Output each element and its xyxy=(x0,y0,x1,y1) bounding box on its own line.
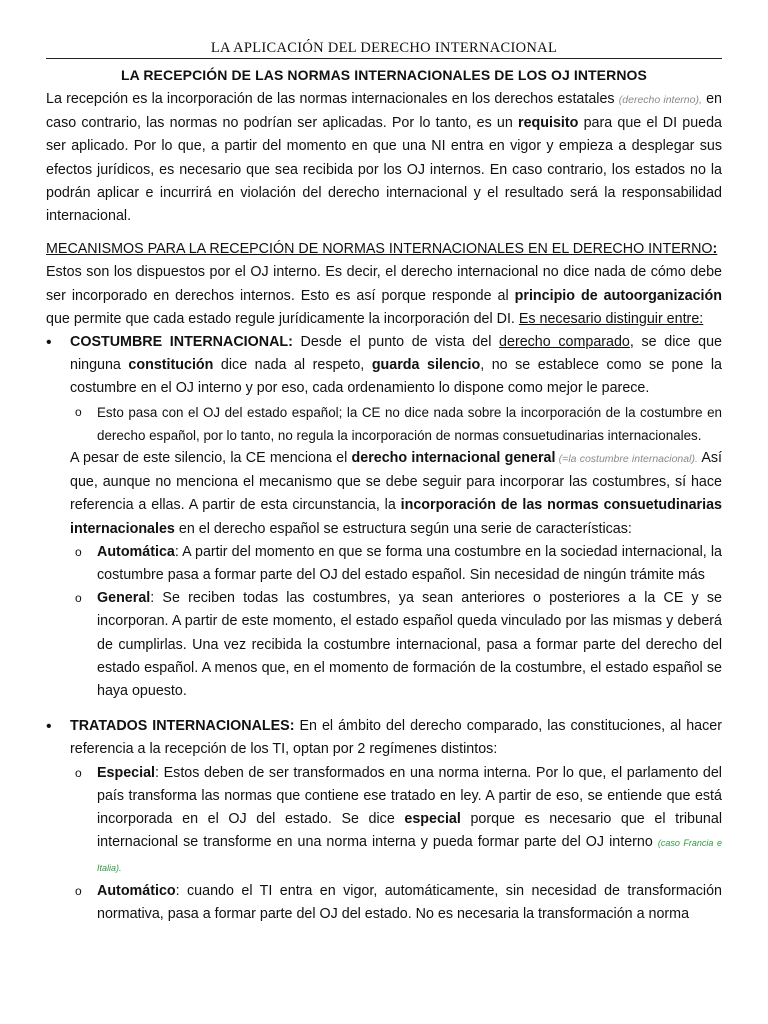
especial-text xyxy=(97,762,722,880)
bullet-circle: o xyxy=(75,765,82,780)
costumbre-underline: derecho comparado xyxy=(499,334,630,351)
intro-text-2: en caso contrario, las normas no podrían ser aplicadas. Por lo tanto, es un xyxy=(46,91,722,132)
automatica-label: Automática xyxy=(97,543,175,560)
costumbre-label: COSTUMBRE INTERNACIONAL: xyxy=(70,334,293,351)
mechanisms-bold-principio: principio de autoorganización xyxy=(514,287,722,304)
mechanisms-text-1: Estos son los dispuestos por el OJ interno. Es decir, el derecho internacional no dice nada de cómo debe ser incorporado en derechos internos. Esto es así porque responde al xyxy=(46,264,722,304)
costumbre-text-3: dice nada al respeto, xyxy=(213,357,372,374)
costumbre-p2-text-2: Así que, aunque no menciona el mecanismo que se debe seguir para incorporar las costumbres, sí hace referencia a ellas. A partir de esta circunstancia, la xyxy=(70,450,722,514)
document-page xyxy=(46,38,722,926)
bullet-disc: • xyxy=(46,718,52,736)
costumbre-paragraph xyxy=(70,331,722,401)
mechanisms-heading-text: MECANISMOS PARA LA RECEPCIÓN DE NORMAS INTERNACIONALES EN EL DERECHO INTERNO xyxy=(46,241,713,258)
bullet-circle: o xyxy=(75,544,82,559)
intro-paragraph xyxy=(46,88,722,228)
intro-text-3: para que el DI pueda ser aplicado. Por lo que, a partir del momento en que una NI entra en vigor y empieza a desplegar sus efectos jurídicos, es necesario que sea recibida por los OJ internos. En caso contrario, los estados no la podrán aplicar e incurrirá en violación del derecho internacional y el resultado será la responsabilidad internacional. xyxy=(46,115,722,225)
bullet-circle: o xyxy=(75,591,82,606)
tratados-label: TRATADOS INTERNACIONALES: xyxy=(70,718,295,735)
sub-item-text: Esto pasa con el OJ del estado español; la CE no dice nada sobre la incorporación de la costumbre en derecho español, por lo tanto, no regula la incorporación de normas consuetudinarias internacionales. xyxy=(97,404,722,443)
costumbre-text-2: , se dice que ninguna xyxy=(70,334,722,374)
costumbre-text-1: Desde el punto de vista del xyxy=(292,334,500,351)
costumbre-p2-text-1: A pesar de este silencio, la CE menciona el xyxy=(70,450,352,467)
automatico-label: Automático xyxy=(97,882,176,899)
especial-body-2: porque es necesario que el tribunal internacional se transforme en una norma interna y pueda formar parte del OJ interno xyxy=(97,811,722,851)
especial-bold: especial xyxy=(404,811,461,828)
list-item-costumbre xyxy=(46,331,722,401)
mechanisms-heading xyxy=(46,238,722,261)
bullet-disc: • xyxy=(46,334,52,352)
costumbre-p2-bold-2: incorporación de las normas consuetudinarias internacionales xyxy=(70,497,722,537)
running-header: LA APLICACIÓN DEL DERECHO INTERNACIONAL xyxy=(46,38,722,59)
sub-item-automatica xyxy=(70,541,722,587)
costumbre-text-4: , no se establece como se pone la costumbre en el OJ interno y por eso, cada ordenamiento lo dispone como mejor le parece. xyxy=(70,357,723,397)
tratados-text: En el ámbito del derecho comparado, las constituciones, al hacer referencia a la recepción de los TI, optan por 2 regímenes distintos: xyxy=(70,718,722,758)
list-item-tratados xyxy=(46,715,722,761)
tratados-paragraph xyxy=(70,715,722,761)
automatica-text xyxy=(97,541,722,587)
general-body: : Se reciben todas las costumbres, ya sean anteriores o posteriores a la CE y se incorporan. A partir de este momento, el estado español queda vinculado por las mismas y deberá de cumplirlas. Una vez recibida la costumbre internacional, pasa a formar parte del derecho del estado español. A menos que, en el momento de formación de la costumbre, el estado español se haya opuesto. xyxy=(97,590,722,700)
intro-text-1: La recepción es la incorporación de las normas internacionales en los derechos estatales xyxy=(46,91,619,107)
automatica-body: : A partir del momento en que se forma una costumbre en la sociedad internacional, la costumbre pasa a formar parte del OJ del estado español. Sin necesidad de ningún trámite más xyxy=(97,543,722,584)
sub-item-especial xyxy=(70,762,722,880)
sub-item-automatico xyxy=(70,880,722,926)
sub-item-estado-espanol xyxy=(70,401,722,447)
mechanisms-text-2: que permite que cada estado regule jurídicamente la incorporación del DI. xyxy=(46,310,519,327)
costumbre-bold-silencio: guarda silencio xyxy=(371,357,481,374)
costumbre-p2-bold-1: derecho internacional general xyxy=(351,450,556,467)
especial-label: Especial xyxy=(97,764,156,781)
mechanisms-underline: Es necesario distinguir entre: xyxy=(518,310,704,327)
general-text xyxy=(97,587,722,703)
sub-item-general xyxy=(70,587,722,703)
bullet-circle: o xyxy=(75,883,82,898)
general-label: General xyxy=(97,590,151,607)
mechanisms-paragraph xyxy=(46,261,722,331)
especial-body-1: : Estos deben de ser transformados en una norma interna. Por lo que, el parlamento del país transforma las normas que contiene ese tratado en ley. A partir de eso, se entiende que está incorporada en el OJ del estado. Se dice xyxy=(97,764,722,828)
intro-bold-requisito: requisito xyxy=(518,115,579,132)
especial-note: (caso Francia e Italia). xyxy=(97,838,722,873)
costumbre-bold-constitucion: constitución xyxy=(128,357,214,374)
page-title: LA RECEPCIÓN DE LAS NORMAS INTERNACIONALES DE LOS OJ INTERNOS xyxy=(121,67,647,83)
intro-note: (derecho interno), xyxy=(618,94,702,106)
costumbre-p2-note: (=la costumbre internacional). xyxy=(555,453,698,466)
automatico-text xyxy=(97,880,722,926)
costumbre-p2-text-3: en el derecho español se estructura según una serie de características: xyxy=(174,520,632,537)
costumbre-paragraph-2 xyxy=(70,447,722,541)
bullet-circle: o xyxy=(75,404,82,419)
mechanisms-heading-colon: : xyxy=(712,241,718,258)
automatico-body: : cuando el TI entra en vigor, automáticamente, sin necesidad de transformación normativa, pasa a formar parte del OJ del estado. No es necesaria la transformación a norma xyxy=(97,882,722,922)
